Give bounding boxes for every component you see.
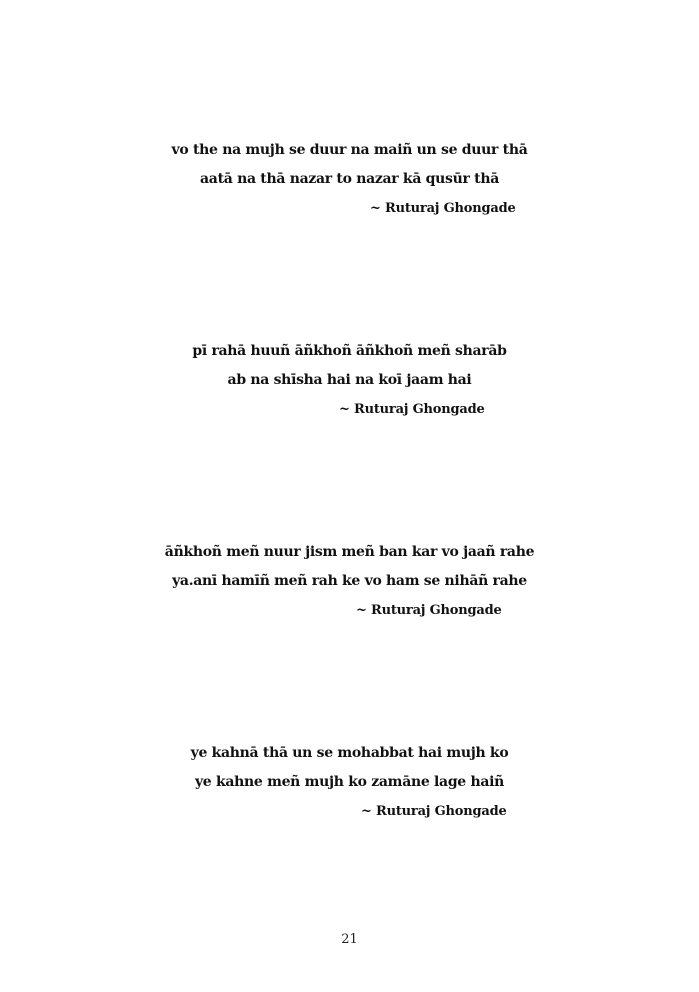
couplet	[0, 739, 699, 797]
verse-line: ab na shīsha hai na koī jaam hai	[227, 372, 472, 388]
page-number: 21	[341, 932, 358, 947]
verse-line: vo the na mujh se duur na maiñ un se duur thā	[171, 142, 528, 158]
verse-line: ye kahne meñ mujh ko zamāne lage haiñ	[194, 774, 505, 790]
attribution: ~ Ruturaj Ghongade	[339, 402, 485, 417]
couplet	[0, 337, 699, 395]
verse-line: āñkhoñ meñ nuur jism meñ ban kar vo jaañ rahe	[164, 544, 535, 560]
verse-line: pī rahā huuñ āñkhoñ āñkhoñ meñ sharāb	[192, 343, 507, 359]
couplet	[0, 538, 699, 596]
verse-line: aatā na thā nazar to nazar kā qusūr thā	[200, 171, 499, 187]
couplet	[0, 136, 699, 194]
attribution: ~ Ruturaj Ghongade	[361, 804, 507, 819]
attribution: ~ Ruturaj Ghongade	[370, 201, 516, 216]
attribution: ~ Ruturaj Ghongade	[356, 603, 502, 618]
verse-line: ya.anī hamīñ meñ rah ke vo ham se nihāñ rahe	[172, 573, 527, 589]
verse-line: ye kahnā thā un se mohabbat hai mujh ko	[190, 745, 509, 761]
